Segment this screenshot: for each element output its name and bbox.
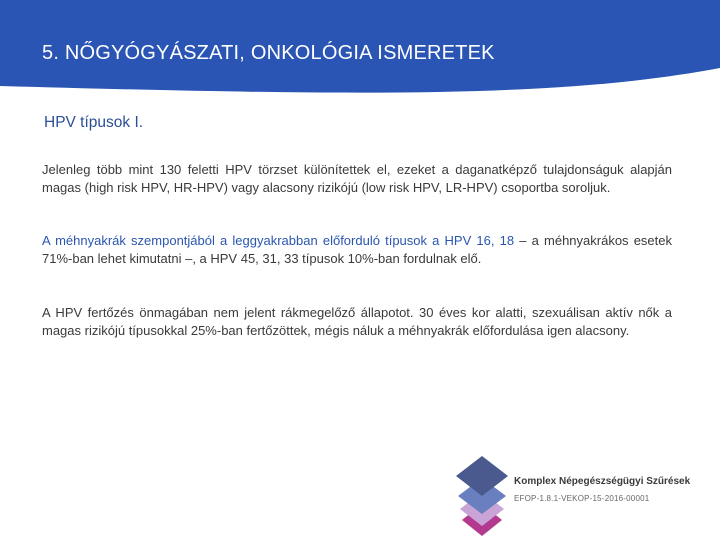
logo-title: Komplex Népegészségügyi Szűrések xyxy=(514,476,691,487)
program-logo xyxy=(452,452,720,540)
highlight-text: A méhnyakrák szempontjából a leggyakrabban előforduló típusok a HPV 16, 18 xyxy=(42,233,515,248)
paragraph-infection-risk: A HPV fertőzés önmagában nem jelent rákmegelőző állapotot. 30 éves kor alatti, szexuálisan aktív nők a magas rizikójú típusokkal 25%-ban fertőzöttek, mégis náluk a méhnyakrák előfordulása igen alacsony. xyxy=(42,305,672,338)
logo-project-code: EFOP-1.8.1-VEKOP-15-2016-00001 xyxy=(514,494,650,503)
paragraph-cervical-types xyxy=(42,232,672,268)
paragraph-continuation: – a méhnyakrákos esetek 71%-ban lehet kimutatni –, a HPV 45, 31, 33 típusok 10%-ban fordulnak elő. xyxy=(42,233,673,266)
header-banner xyxy=(0,0,720,100)
page-title: 5. NŐGYÓGYÁSZATI, ONKOLÓGIA ISMERETEK xyxy=(42,42,495,64)
section-subtitle: HPV típusok I. xyxy=(44,114,144,131)
diamond-logo-icon xyxy=(452,452,512,540)
paragraph-hpv-strains: Jelenleg több mint 130 feletti HPV törzset különítettek el, ezeket a daganatképző tulajdonságuk alapján magas (high risk HPV, HR-HPV) vagy alacsony rizikójú (low risk HPV, LR-HPV) csoportba soroljuk. xyxy=(42,162,672,195)
